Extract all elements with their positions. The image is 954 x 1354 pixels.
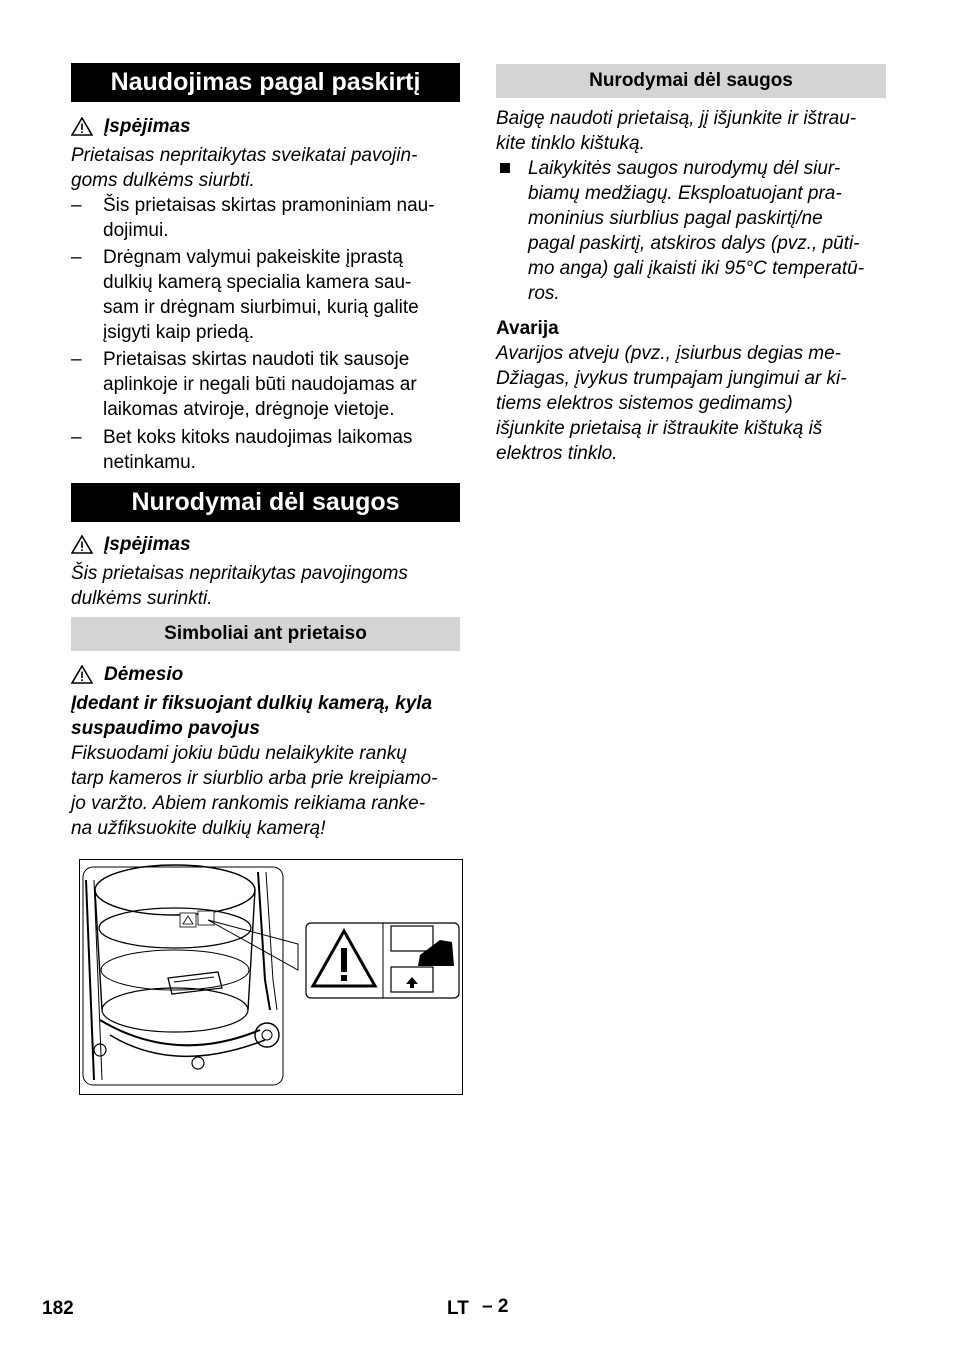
caution-label-text: Dėmesio (104, 664, 184, 685)
section-heading-safety: Nurodymai dėl saugos (71, 483, 460, 522)
caution-text: Fiksuodami jokiu būdu nelaikykite rankų tarp kameros ir siurblio arba prie kreipiamo- jo varžto. Abiem rankomis reikiama ranke- na užfiksuokite dulkių kamerą! (71, 743, 438, 839)
list-item-text: Prietaisas skirtas naudoti tik sausoje aplinkoje ir negali būti naudojamas ar laikomas atviroje, drėgnoje vietoje. (103, 349, 417, 420)
warning-label-1 (71, 114, 460, 139)
bullet-item-text: Laikykitės saugos nurodymų dėl siur- biamų medžiagų. Eksploatuojant pra- moninius siurblius pagal paskirtį/ne pagal paskirtį, atskiros dalys (pvz., pūti- mo anga) gali įkaisti iki 95°C temperatū- ros. (528, 158, 865, 304)
list-item (71, 347, 460, 422)
avarija-text: Avarijos atveju (pvz., įsiurbus degias me- Džiagas, įvykus trumpajam jungimui ar ki- tiems elektros sistemos gedimams) išjunkite prietaisą ir ištraukite kištuką iš elektros tinklo. (496, 343, 847, 464)
list-dash: – (71, 427, 82, 448)
warning-triangle-icon (71, 665, 93, 684)
list-item-text: Drėgnam valymui pakeiskite įprastą dulkių kamerą specialia kamera sau- sam ir drėgnam siurbimui, kurią galite įsigyti kaip priedą. (103, 247, 419, 343)
intro-text: Baigę naudoti prietaisą, jį išjunkite ir ištrau- kite tinklo kištuką. (496, 108, 857, 154)
warning-label-text: Įspėjimas (104, 534, 191, 555)
list-dash: – (71, 195, 82, 216)
warning-triangle-icon (71, 117, 93, 136)
list-item (71, 425, 460, 475)
warning-text-1: Prietaisas nepritaikytas sveikatai pavojin- goms dulkėms siurbti. (71, 145, 418, 191)
list-item (71, 245, 460, 345)
subheading-symbols: Simboliai ant prietaiso (71, 617, 460, 651)
list-item-text: Bet koks kitoks naudojimas laikomas netinkamu. (103, 427, 413, 473)
vacuum-cleaner-drawing (80, 860, 462, 1094)
list-dash: – (71, 247, 82, 268)
page-number: 182 (42, 1298, 74, 1319)
bullet-item (496, 156, 886, 306)
list-item (71, 193, 460, 243)
section-heading-intended-use: Naudojimas pagal paskirtį (71, 63, 460, 102)
caution-label (71, 662, 460, 687)
footer-lang: LT (447, 1298, 469, 1319)
warning-label-2 (71, 532, 460, 557)
device-illustration (79, 859, 463, 1095)
footer-subpage: – 2 (482, 1296, 509, 1317)
avarija-heading: Avarija (496, 318, 559, 339)
bullet-square-icon (500, 163, 510, 173)
warning-label-text: Įspėjimas (104, 116, 191, 137)
list-item-text: Šis prietaisas skirtas pramoniniam nau- dojimui. (103, 195, 435, 241)
warning-triangle-icon (71, 535, 93, 554)
warning-text-2: Šis prietaisas nepritaikytas pavojingoms dulkėms surinkti. (71, 563, 408, 609)
subheading-safety-right: Nurodymai dėl saugos (496, 64, 886, 98)
caution-bold-text: Įdedant ir fiksuojant dulkių kamerą, kyla suspaudimo pavojus (71, 693, 433, 739)
list-dash: – (71, 349, 82, 370)
